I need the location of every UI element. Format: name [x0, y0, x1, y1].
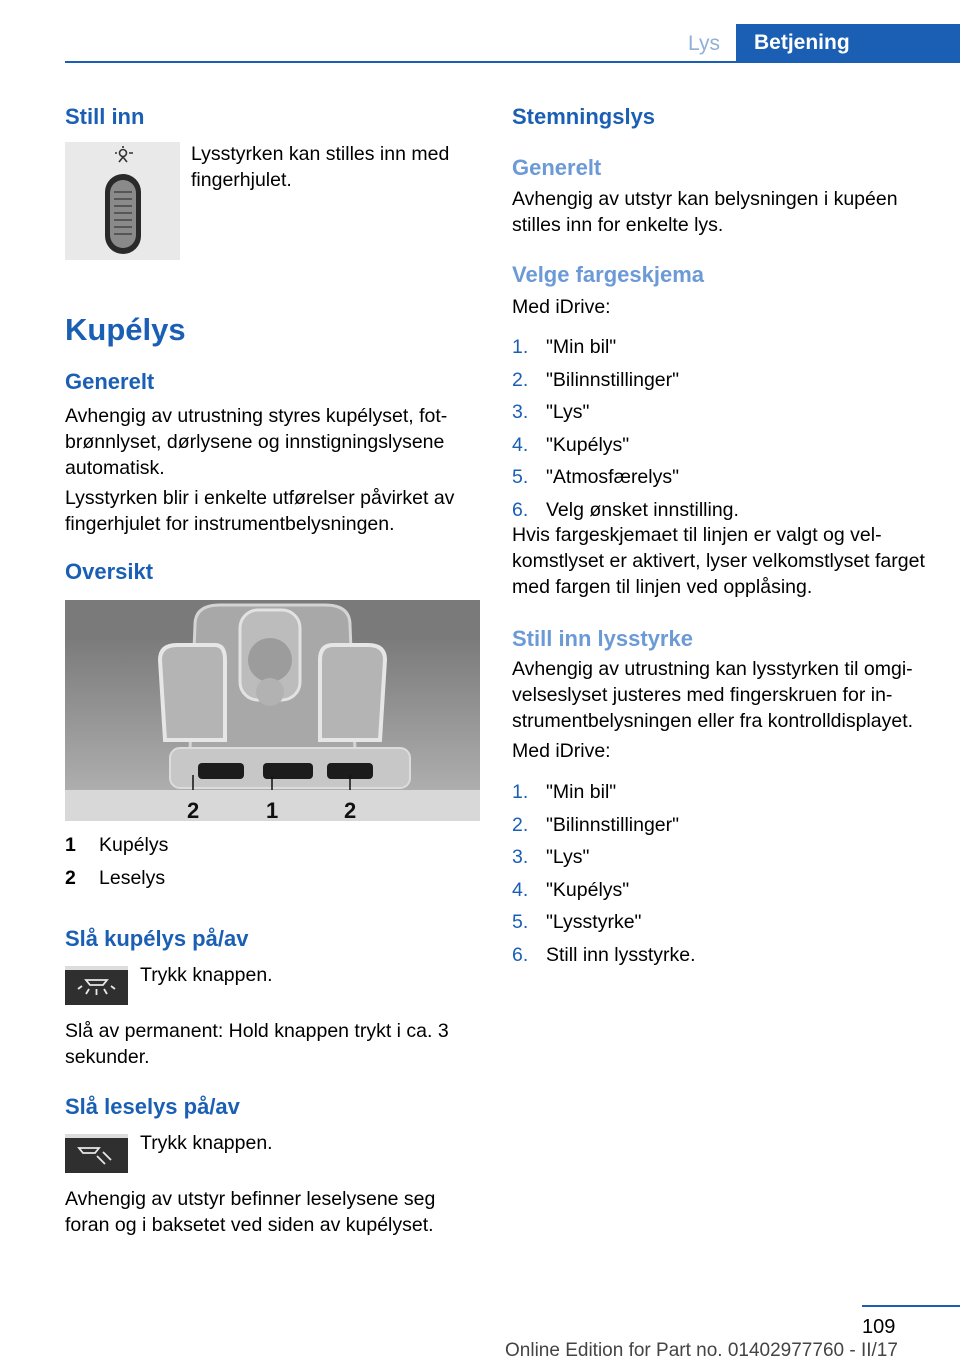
- list-item: [512, 334, 942, 367]
- roof-console-photo: [65, 600, 480, 821]
- step-number: 5.: [512, 466, 529, 488]
- legend-row: [65, 865, 483, 898]
- list-item: [512, 464, 942, 497]
- step-text: "Lys": [546, 401, 590, 423]
- list-item: [512, 812, 942, 845]
- header-rule: [65, 61, 960, 63]
- photo-legend: [65, 832, 483, 898]
- page-number: 109: [862, 1316, 896, 1338]
- list-item: [512, 367, 942, 400]
- finger-wheel-image: [65, 142, 180, 260]
- step-number: 1.: [512, 336, 529, 358]
- step-number: 2.: [512, 368, 529, 391]
- step-text: "Bilinnstillinger": [546, 813, 680, 836]
- photo-label-2-left: 2: [187, 798, 200, 821]
- list-item: [512, 909, 942, 942]
- list-item: [512, 432, 942, 465]
- sla-leselys-heading: Slå leselys på/av: [65, 1094, 240, 1119]
- interior-light-button-image: [65, 966, 128, 1005]
- still-inn-lysstyrke-heading: Still inn lysstyrke: [512, 626, 693, 651]
- still-inn-lysstyrke-text: Avhengig av utrustning kan lysstyrken til omgivelseslyset justeres med fingerskruen for instrumentbelysningen eller fra kontrolldisplayet.: [512, 658, 914, 732]
- step-text: Still inn lysstyrke.: [546, 943, 696, 966]
- velge-after-text: Hvis fargeskjemaet til linjen er valgt og velkomstlyset er aktivert, lyser velkomstlyset farget med fargen til linjen ved opplåsing.: [512, 524, 925, 598]
- legend-row: [65, 832, 483, 865]
- sla-kupelys-paragraph: Slå av permanent: Hold knappen trykt i ca. 3 sekunder.: [65, 1020, 449, 1068]
- legend-text: Leselys: [99, 867, 166, 889]
- still-steps-list: [512, 779, 942, 974]
- edition-footer: Online Edition for Part no. 01402977760 - II/17: [505, 1340, 898, 1361]
- generelt-heading: Generelt: [65, 369, 155, 394]
- legend-number: 1: [65, 834, 76, 856]
- generelt-paragraph-1: Avhengig av utrustning styres kupélyset, fotbrønnlyset, dørlysene og innstigningslysene automatisk.: [65, 405, 448, 479]
- still-intro: Med iDrive:: [512, 740, 611, 762]
- step-text: "Kupélys": [546, 878, 630, 901]
- velge-fargeskjema-heading: Velge fargeskjema: [512, 262, 705, 287]
- step-text: "Atmosfærelys": [546, 466, 680, 488]
- list-item: [512, 877, 942, 910]
- kupelys-heading: Kupélys: [65, 312, 186, 347]
- step-number: 6.: [512, 943, 529, 966]
- still-inn-text: Lysstyrken kan stilles inn med fingerhjulet.: [191, 143, 450, 191]
- photo-label-1: 1: [266, 798, 279, 821]
- oversikt-heading: Oversikt: [65, 559, 154, 584]
- stemningslys-heading: Stemningslys: [512, 104, 656, 129]
- sla-kupelys-text: Trykk knappen.: [140, 964, 273, 986]
- step-number: 3.: [512, 401, 529, 423]
- legend-number: 2: [65, 867, 76, 889]
- still-inn-heading: Still inn: [65, 104, 145, 129]
- velge-intro: Med iDrive:: [512, 296, 611, 318]
- footer-rule: [862, 1305, 960, 1307]
- step-text: "Kupélys": [546, 433, 630, 456]
- step-text: "Lys": [546, 846, 590, 868]
- sla-kupelys-heading: Slå kupélys på/av: [65, 926, 249, 951]
- velge-steps-list: [512, 334, 942, 529]
- sla-leselys-text: Trykk knappen.: [140, 1132, 273, 1154]
- step-number: 2.: [512, 813, 529, 836]
- step-text: Velg ønsket innstilling.: [546, 498, 739, 521]
- photo-label-2-right: 2: [344, 798, 357, 821]
- list-item: [512, 399, 942, 432]
- step-number: 5.: [512, 911, 529, 933]
- interior-light-icon: [65, 966, 128, 1005]
- section-tab-betjening: Betjening: [736, 24, 960, 62]
- step-text: "Lysstyrke": [546, 911, 642, 933]
- list-item: [512, 942, 942, 975]
- step-text: "Bilinnstillinger": [546, 368, 680, 391]
- step-text: "Min bil": [546, 336, 617, 358]
- step-number: 4.: [512, 878, 529, 901]
- step-text: "Min bil": [546, 781, 617, 803]
- reading-light-icon: [65, 1134, 128, 1173]
- step-number: 6.: [512, 498, 529, 521]
- sla-leselys-paragraph: Avhengig av utstyr befinner leselysene seg foran og i baksetet ved siden av kupélyset.: [65, 1188, 436, 1236]
- section-tab-lys: Lys: [688, 32, 720, 55]
- generelt-text: Avhengig av utstyr kan belysningen i kupéen stilles inn for enkelte lys.: [512, 188, 898, 236]
- step-number: 1.: [512, 781, 529, 803]
- list-item: [512, 844, 942, 877]
- generelt-subheading: Generelt: [512, 155, 602, 180]
- list-item: [512, 779, 942, 812]
- generelt-paragraph-2: Lysstyrken blir i enkelte utførelser påvirket av fingerhjulet for instrumentbelysningen.: [65, 487, 455, 535]
- reading-light-button-image: [65, 1134, 128, 1173]
- legend-text: Kupélys: [99, 834, 169, 856]
- step-number: 4.: [512, 433, 529, 456]
- step-number: 3.: [512, 846, 529, 868]
